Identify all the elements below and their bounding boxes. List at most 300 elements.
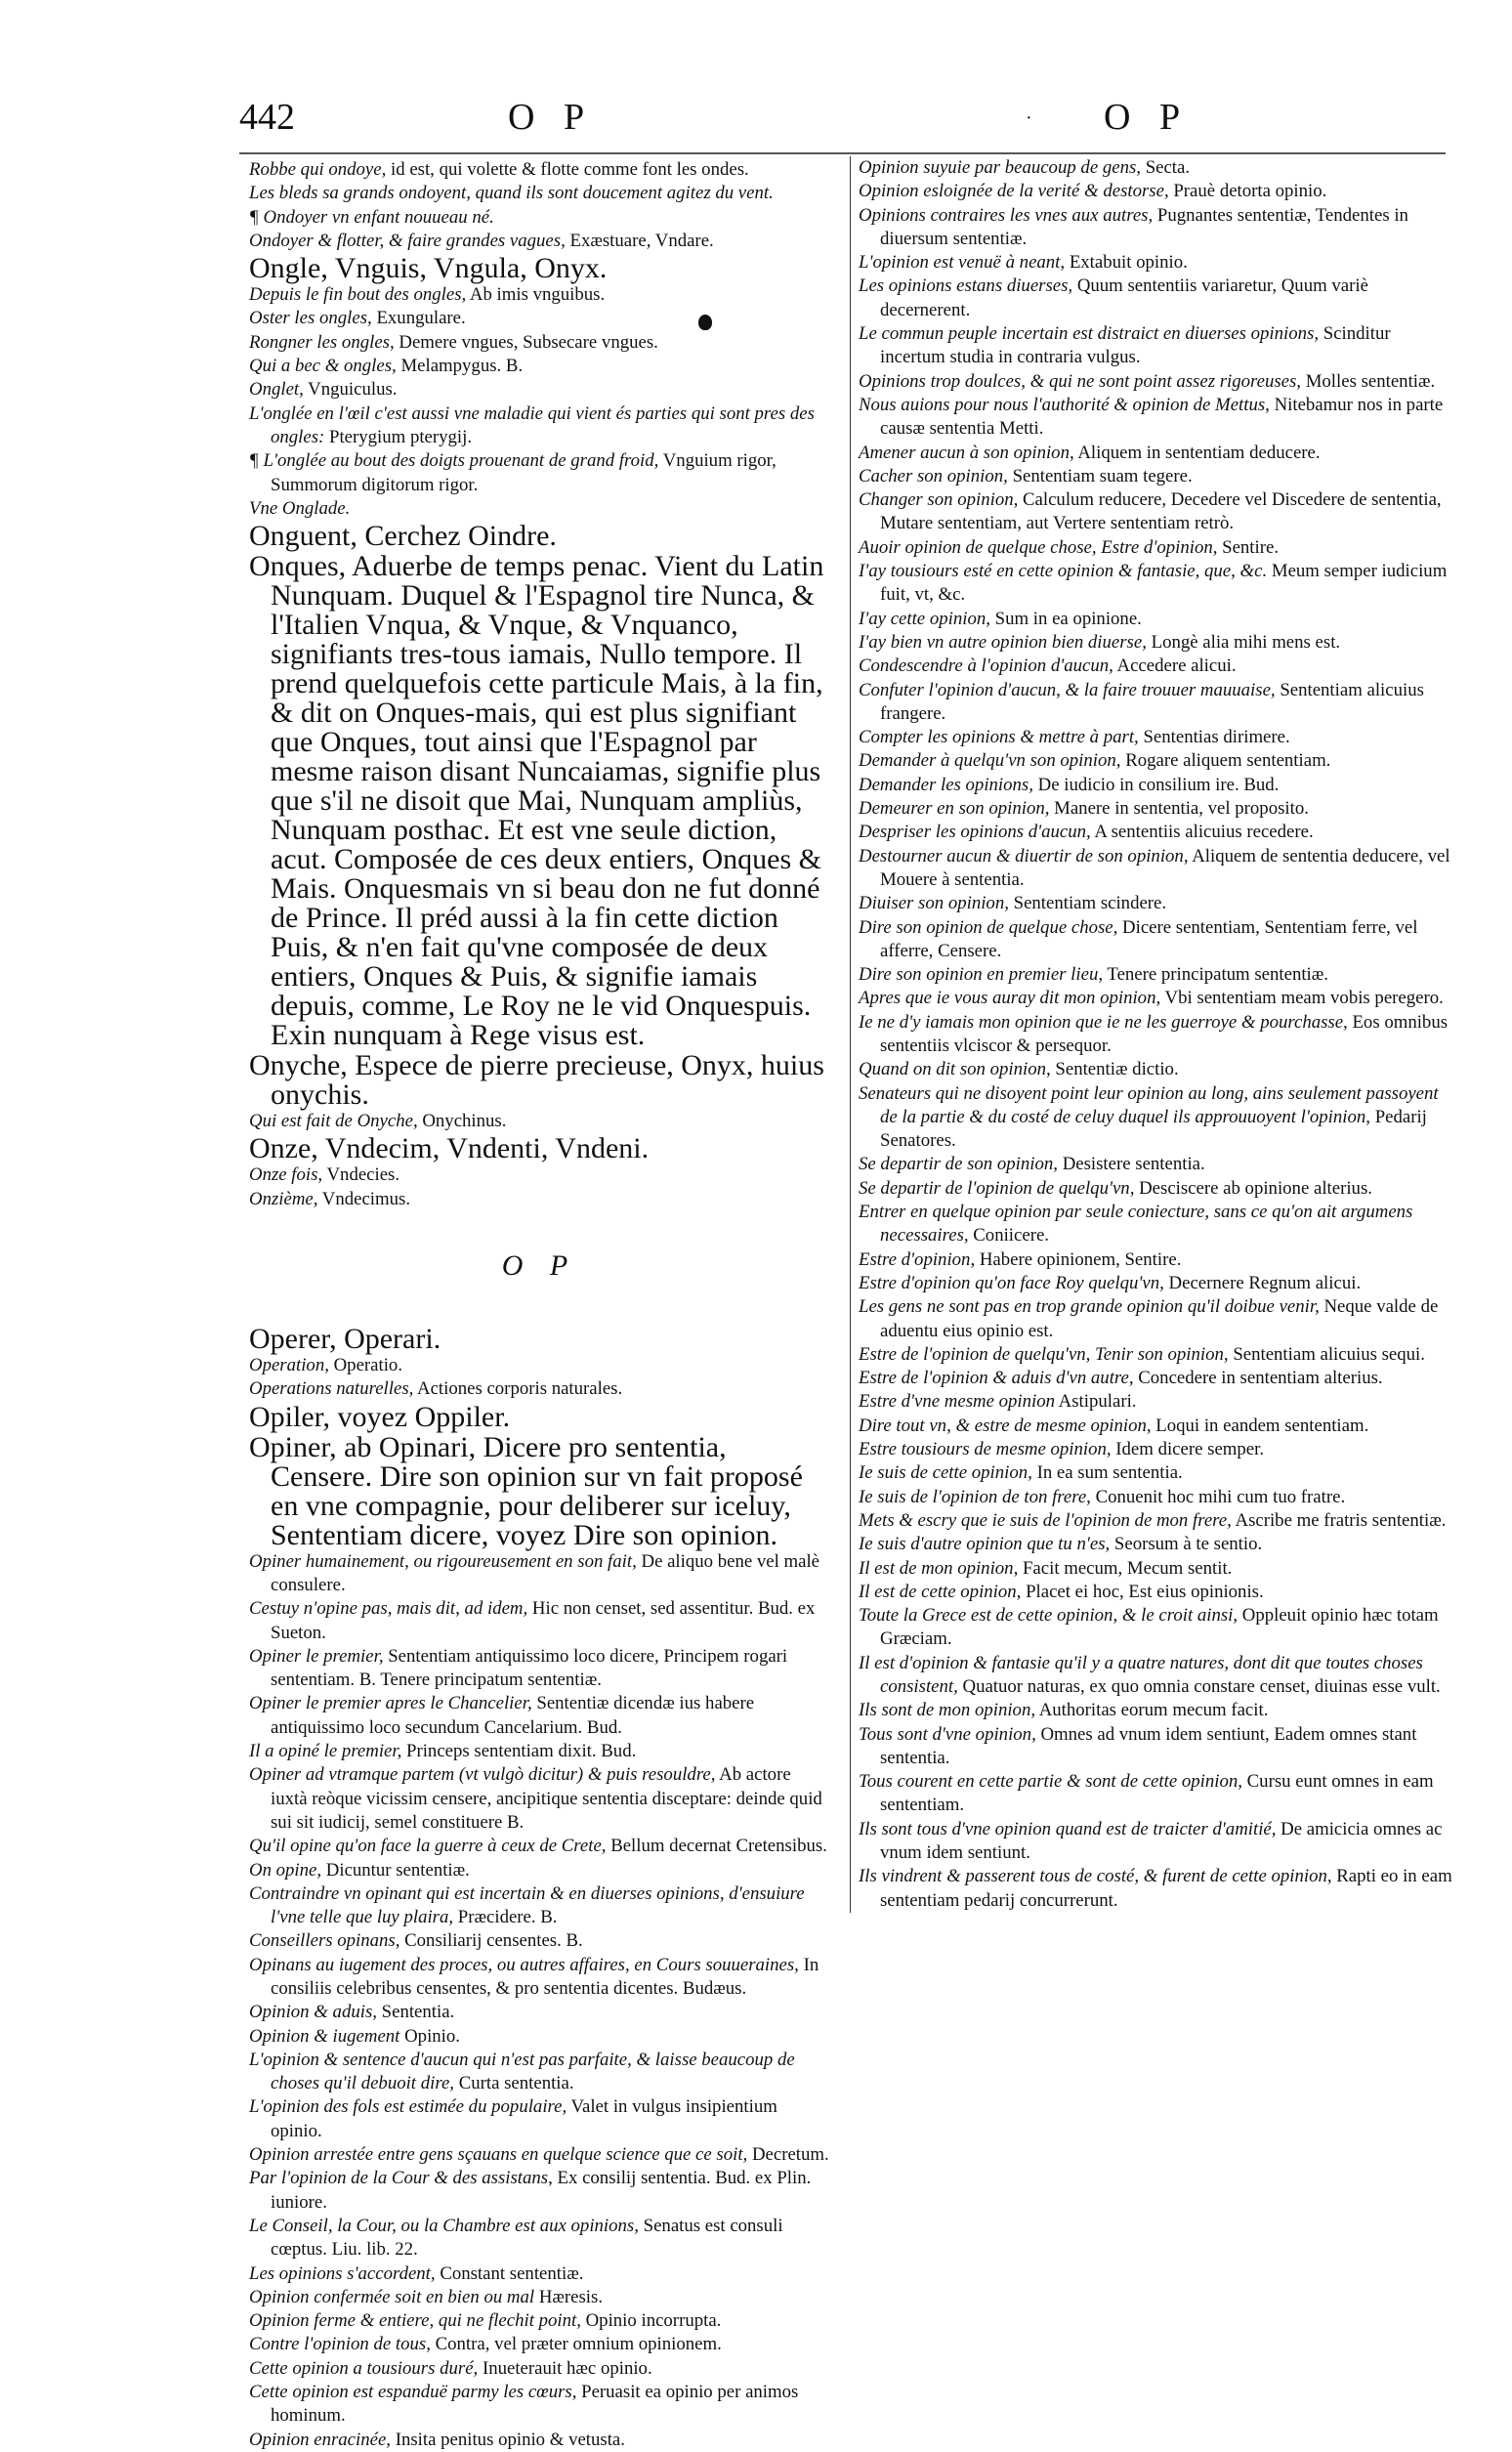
- entry-headword: Toute la Grece est de cette opinion, & le croit ainsi,: [859, 1605, 1239, 1627]
- entry-translation: Vndecimus.: [321, 1188, 411, 1209]
- dictionary-entry: [859, 156, 1459, 180]
- dictionary-entry: [859, 1533, 1459, 1556]
- entry-translation: Aliquem in sententiam deducere.: [1077, 442, 1321, 463]
- entry-translation: Espece de pierre precieuse, Onyx, huius onychis.: [271, 1049, 824, 1112]
- entry-translation: id est, qui volette & flotte comme font les ondes.: [391, 159, 749, 180]
- entry-headword: Operer,: [249, 1323, 337, 1356]
- dictionary-entry: [859, 204, 1459, 252]
- dictionary-entry: [859, 916, 1459, 964]
- dictionary-entry: [249, 355, 830, 378]
- left-column: [249, 158, 830, 2452]
- entry-headword: Mets & escry que ie suis de l'opinion de mon frere,: [859, 1509, 1232, 1531]
- entry-headword: Diuiser son opinion,: [859, 893, 1009, 914]
- entry-translation: Scinditur incertum studia in contraria vulgus.: [880, 323, 1391, 368]
- entry-translation: Extabuit opinio.: [1069, 252, 1188, 274]
- entry-translation: Sentire.: [1222, 536, 1280, 558]
- entry-headword: Ils sont tous d'vne opinion quand est de traicter d'amitié,: [859, 1818, 1277, 1839]
- dictionary-entry: [249, 1763, 830, 1835]
- entry-headword: Amener aucun à son opinion,: [859, 442, 1074, 463]
- entry-headword: Estre de l'opinion & aduis d'vn autre,: [859, 1368, 1134, 1389]
- entry-translation: Sententiam scindere.: [1013, 893, 1167, 914]
- dictionary-entry: [859, 987, 1459, 1010]
- dictionary-entry: [249, 2001, 830, 2024]
- dictionary-entry: [859, 1367, 1459, 1390]
- entry-translation: Opinio.: [404, 2025, 460, 2047]
- dictionary-entry: [859, 251, 1459, 275]
- dictionary-entry: [249, 158, 830, 182]
- entry-headword: L'opinion des fols est estimée du populaire,: [249, 2096, 567, 2118]
- dictionary-entry: [249, 522, 830, 551]
- dictionary-entry: [249, 2381, 830, 2429]
- dictionary-entry: [859, 1652, 1459, 1700]
- entry-translation: Exungulare.: [376, 308, 466, 329]
- dictionary-entry: [859, 1415, 1459, 1438]
- dictionary-entry: [859, 536, 1459, 560]
- entry-headword: Destourner aucun & diuertir de son opinion,: [859, 845, 1189, 867]
- entry-translation: Vnguiculus.: [308, 379, 398, 401]
- dictionary-entry: [249, 2049, 830, 2096]
- entry-headword: Opinion & iugement: [249, 2025, 400, 2047]
- entry-headword: Rongner les ongles,: [249, 331, 395, 353]
- entry-translation: Princeps sententiam dixit. Bud.: [406, 1741, 637, 1762]
- entry-headword: Se departir de l'opinion de quelqu'vn,: [859, 1177, 1135, 1199]
- entry-translation: Idem dicere semper.: [1115, 1439, 1265, 1460]
- entry-headword: Changer son opinion,: [859, 489, 1019, 511]
- entry-translation: Curta sententia.: [458, 2073, 574, 2094]
- entry-headword: Par l'opinion de la Cour & des assistans,: [249, 2168, 553, 2189]
- dictionary-entry: [249, 2215, 830, 2262]
- dictionary-entry: [249, 283, 830, 307]
- entry-headword: Ongle,: [249, 252, 328, 285]
- dictionary-entry: [249, 378, 830, 402]
- entry-headword: Estre d'vne mesme opinion: [859, 1391, 1055, 1413]
- dictionary-entry: [249, 402, 830, 450]
- entry-headword: Demander à quelqu'vn son opinion,: [859, 750, 1121, 772]
- entry-translation: Neque valde de aduentu eius opinio est.: [880, 1296, 1439, 1341]
- entry-headword: Il est d'opinion & fantasie qu'il y a quatre natures, dont dit que toutes choses consistent,: [859, 1652, 1423, 1697]
- dictionary-entry: [249, 1859, 830, 1882]
- entry-translation: Senatus est consuli cœptus. Liu. lib. 22.: [271, 2215, 783, 2261]
- dictionary-entry: [859, 631, 1459, 655]
- dictionary-entry: [249, 1163, 830, 1187]
- entry-headword: L'onglée en l'œil c'est aussi vne maladie qui vient és parties qui sont pres des ongles:: [249, 402, 815, 447]
- entry-headword: I'ay tousiours esté en cette opinion & fantasie, que, &c.: [859, 561, 1268, 582]
- entry-translation: Ex consilij sententia. Bud. ex Plin. iuniore.: [271, 2168, 812, 2213]
- dictionary-entry: [859, 749, 1459, 773]
- dictionary-entry: [249, 230, 830, 253]
- entry-translation: Sententiæ dictio.: [1055, 1059, 1179, 1080]
- entry-translation: De iudicio in consilium ire. Bud.: [1037, 774, 1280, 795]
- dictionary-entry: [859, 1272, 1459, 1295]
- dictionary-entry: [859, 1295, 1459, 1343]
- dictionary-entry: [859, 1058, 1459, 1081]
- entry-translation: Pterygium pterygij.: [329, 426, 473, 447]
- dictionary-entry: [249, 1134, 830, 1163]
- dictionary-entry: [859, 180, 1459, 203]
- entry-headword: Ils vindrent & passerent tous de costé, & furent de cette opinion,: [859, 1866, 1332, 1887]
- entry-headword: Cestuy n'opine pas, mais dit, ad idem,: [249, 1598, 528, 1620]
- dictionary-entry: [249, 497, 830, 521]
- entry-translation: Pedarij Senatores.: [880, 1106, 1427, 1152]
- dictionary-entry: [859, 1343, 1459, 1367]
- dictionary-entry: [859, 1604, 1459, 1652]
- entry-translation: Secta.: [1145, 157, 1191, 178]
- dictionary-entry: [249, 1929, 830, 1953]
- entry-headword: Opinions trop doulces, & qui ne sont point assez rigoreuses,: [859, 370, 1302, 392]
- entry-translation: Molles sententiæ.: [1305, 370, 1436, 392]
- entry-headword: Cette opinion est espanduë parmy les cœurs,: [249, 2382, 577, 2403]
- entry-translation: Vndecies.: [326, 1164, 400, 1186]
- dictionary-entry: [859, 892, 1459, 915]
- entry-translation: Quatuor naturas, ex quo omnia constare censet, diuinas esse vult.: [962, 1676, 1441, 1697]
- entry-translation: Desciscere ab opinione alterius.: [1139, 1177, 1372, 1199]
- entry-headword: I'ay bien vn autre opinion bien diuerse,: [859, 631, 1147, 653]
- dictionary-entry: [249, 1051, 830, 1110]
- entry-headword: Robbe qui ondoye,: [249, 159, 387, 180]
- entry-translation: Omnes ad vnum idem sentiunt, Eadem omnes stant sententia.: [880, 1723, 1417, 1768]
- entry-headword: Ondoyer & flotter, & faire grandes vagues,: [249, 230, 566, 251]
- entry-headword: Compter les opinions & mettre à part,: [859, 727, 1139, 748]
- entry-translation: Aduerbe de temps penac. Vient du Latin Nunquam. Duquel & l'Espagnol tire Nunca, & l'Italien Vnqua, & Vnque, & Vnquanco, signifiants tres-tous iamais, Nullo tempore. Il prend quelquefois cette particule Mais, à la fin, & dit on Onques-mais, qui est plus signifiant que Onques, tout ainsi que l'Espagnol par mesme raison disant Nuncaiamas, signifie plus que s'il ne disoit que Mai, Nunquam ampliùs, Nunquam posthac. Et est vne seule diction, acut. Composée de ces deux entiers, Onques & Mais. Onquesmais vn si beau don ne fut donné de Prince. Il préd aussi à la fin cette diction Puis, & n'en fait qu'vne composée de deux entiers, Onques & Puis, & signifie iamais depuis, comme, Le Roy ne le vid Onquespuis. Exin nunquam à Rege visus est.: [271, 550, 824, 1052]
- dictionary-entry: [859, 1723, 1459, 1771]
- entry-headword: Opiner,: [249, 1430, 337, 1463]
- entry-headword: Opinion esloignée de la verité & destorse,: [859, 181, 1169, 202]
- dictionary-entry: [859, 442, 1459, 465]
- dictionary-entry: [249, 1645, 830, 1693]
- entry-translation: Prauè detorta opinio.: [1173, 181, 1327, 202]
- entry-headword: Opinion suyuie par beaucoup de gens,: [859, 157, 1141, 178]
- entry-headword: Contraindre vn opinant qui est incertain & en diuerses opinions, d'ensuiure l'vne telle que luy plaira,: [249, 1882, 805, 1928]
- entry-headword: Opinion ferme & entiere, qui ne flechit point,: [249, 2310, 581, 2332]
- dictionary-entry: [859, 394, 1459, 442]
- dictionary-entry: [859, 655, 1459, 678]
- dictionary-entry: [249, 552, 830, 1050]
- dictionary-entry: [859, 797, 1459, 821]
- dictionary-entry: [859, 1461, 1459, 1485]
- entry-translation: Sententiæ dicendæ ius habere antiquissimo loco secundum Cancelarium. Bud.: [271, 1693, 755, 1738]
- dictionary-entry: [859, 845, 1459, 893]
- entry-translation: Habere opinionem, Sentire.: [979, 1248, 1182, 1270]
- dictionary-entry: [859, 1082, 1459, 1154]
- entry-translation: Quum sententiis variaretur, Quum variè decernerent.: [880, 275, 1368, 320]
- entry-headword: Ie ne d'y iamais mon opinion que ie ne les guerroye & pourchasse,: [859, 1011, 1348, 1033]
- dictionary-entry: [249, 1377, 830, 1401]
- entry-headword: Demander les opinions,: [859, 774, 1033, 795]
- entry-headword: Cette opinion a tousiours duré,: [249, 2357, 479, 2379]
- entry-translation: Præcidere. B.: [457, 1907, 558, 1928]
- dictionary-entry: [249, 2167, 830, 2215]
- dictionary-entry: [249, 254, 830, 283]
- entry-translation: Dicere sententiam, Sententiam ferre, vel afferre, Censere.: [880, 916, 1418, 961]
- entry-translation: Operari.: [344, 1323, 441, 1356]
- dictionary-entry: [249, 1835, 830, 1858]
- entry-translation: Valet in vulgus insipientium opinio.: [271, 2096, 777, 2141]
- entry-translation: Hæresis.: [538, 2286, 604, 2307]
- entry-headword: Les bleds sa grands ondoyent, quand ils sont doucement agitez du vent.: [249, 183, 774, 204]
- entry-translation: Sententias dirimere.: [1143, 727, 1290, 748]
- entry-headword: Confuter l'opinion d'aucun, & la faire trouuer mauuaise,: [859, 679, 1276, 700]
- dictionary-entry: [249, 2262, 830, 2286]
- entry-translation: Inueterauit hæc opinio.: [482, 2357, 652, 2379]
- entry-translation: Demere vngues, Subsecare vngues.: [399, 331, 658, 353]
- entry-translation: voyez Oppiler.: [337, 1400, 511, 1433]
- dictionary-entry: [249, 307, 830, 330]
- dictionary-entry: [859, 1177, 1459, 1201]
- dictionary-entry: [859, 679, 1459, 727]
- dictionary-entry: [249, 206, 830, 230]
- entry-translation: Eos omnibus sententiis vlciscor & persequor.: [880, 1011, 1449, 1056]
- entry-translation: Meum semper iudicium fuit, vt, &c.: [880, 561, 1448, 606]
- entry-translation: Ab actore iuxtà reòque vicissim censere, ancipitique sententia disceptare: deinde quid sui sit iudicij, semel constituere B.: [271, 1764, 822, 1833]
- entry-headword: L'opinion & sentence d'aucun qui n'est pas parfaite, & laisse beaucoup de choses qu'il debuoit dire,: [249, 2049, 795, 2094]
- entry-headword: ¶ L'onglée au bout des doigts prouenant de grand froid,: [249, 450, 659, 472]
- entry-headword: Opinion confermée soit en bien ou mal: [249, 2286, 535, 2307]
- dictionary-entry: [859, 963, 1459, 987]
- entry-translation: Longè alia mihi mens est.: [1151, 631, 1341, 653]
- entry-translation: Peruasit ea opinio per animos hominum.: [271, 2382, 799, 2427]
- dictionary-entry: [859, 465, 1459, 488]
- entry-translation: Seorsum à te sentio.: [1113, 1534, 1263, 1555]
- entry-headword: Operations naturelles,: [249, 1378, 414, 1400]
- dictionary-entry: [249, 1550, 830, 1598]
- entry-translation: Hic non censet, sed assentitur. Bud. ex Sueton.: [271, 1598, 816, 1643]
- entry-translation: Manere in sententia, vel proposito.: [1054, 798, 1309, 820]
- dictionary-entry: [859, 1153, 1459, 1176]
- dictionary-entry: [859, 488, 1459, 536]
- entry-headword: Opiner humainement, ou rigoureusement en son fait,: [249, 1550, 637, 1572]
- entry-headword: Les opinions s'accordent,: [249, 2262, 436, 2284]
- dictionary-entry: [249, 331, 830, 355]
- entry-headword: Ie suis de l'opinion de ton frere,: [859, 1486, 1091, 1507]
- entry-headword: Onze fois,: [249, 1164, 323, 1186]
- entry-headword: Il est de cette opinion,: [859, 1581, 1022, 1602]
- dictionary-entry: [859, 1699, 1459, 1722]
- entry-headword: Les opinions estans diuerses,: [859, 275, 1073, 297]
- entry-translation: Tenere principatum sententiæ.: [1107, 964, 1329, 986]
- entry-translation: Coniicere.: [973, 1225, 1049, 1247]
- entry-headword: Conseillers opinans,: [249, 1930, 400, 1952]
- entry-translation: De aliquo bene vel malè consulere.: [271, 1550, 820, 1595]
- entry-headword: Onglet,: [249, 379, 304, 401]
- dictionary-entry: [859, 1770, 1459, 1818]
- dictionary-entry: [859, 370, 1459, 394]
- entry-headword: Depuis le fin bout des ongles,: [249, 284, 467, 306]
- entry-headword: Opinans au iugement des proces, ou autres affaires, en Cours souueraines,: [249, 1954, 799, 1975]
- entry-translation: Sententiam suam tegere.: [1012, 465, 1193, 486]
- entry-translation: Nitebamur nos in parte causæ sententia Metti.: [880, 394, 1444, 440]
- entry-headword: Auoir opinion de quelque chose, Estre d'opinion,: [859, 536, 1218, 558]
- entry-translation: Authoritas eorum mecum facit.: [1038, 1700, 1269, 1721]
- entry-translation: Concedere in sententiam alterius.: [1138, 1368, 1383, 1389]
- dictionary-entry: [249, 2429, 830, 2452]
- dictionary-entry: [249, 1597, 830, 1645]
- entry-headword: Onzième,: [249, 1188, 318, 1209]
- entry-translation: Sententia.: [381, 2002, 455, 2023]
- entry-headword: Estre de l'opinion de quelqu'vn, Tenir son opinion,: [859, 1343, 1229, 1365]
- dictionary-entry: [249, 2143, 830, 2167]
- entry-translation: Melampygus. B.: [400, 356, 524, 377]
- entry-headword: Opiner le premier,: [249, 1645, 384, 1667]
- entry-translation: Actiones corporis naturales.: [417, 1378, 623, 1400]
- entry-headword: Qui est fait de Onyche,: [249, 1111, 418, 1132]
- entry-translation: Sum in ea opinione.: [994, 608, 1142, 629]
- entry-headword: Opinion arrestée entre gens sçauans en quelque science que ce soit,: [249, 2144, 748, 2166]
- entry-headword: Opiler,: [249, 1400, 330, 1433]
- page-number: 442: [239, 97, 295, 138]
- entry-translation: Ascribe me fratris sententiæ.: [1235, 1509, 1447, 1531]
- dictionary-entry: [249, 1325, 830, 1354]
- entry-headword: Opinion & aduis,: [249, 2002, 377, 2023]
- entry-headword: I'ay cette opinion,: [859, 608, 990, 629]
- entry-headword: Le Conseil, la Cour, ou la Chambre est aux opinions,: [249, 2215, 639, 2236]
- dictionary-entry: [859, 1818, 1459, 1866]
- entry-headword: O P: [501, 1249, 578, 1283]
- section-heading: [249, 1237, 830, 1295]
- entry-translation: A sententiis alicuius recedere.: [1094, 822, 1314, 843]
- dictionary-entry: [249, 2025, 830, 2049]
- dictionary-entry: [249, 1882, 830, 1930]
- dictionary-entry: [249, 2333, 830, 2356]
- entry-translation: Facit mecum, Mecum sentit.: [1022, 1557, 1233, 1579]
- dictionary-entry: [859, 1011, 1459, 1059]
- entry-translation: Opinio incorrupta.: [585, 2310, 722, 2332]
- entry-headword: Estre d'opinion qu'on face Roy quelqu'vn,: [859, 1272, 1164, 1293]
- right-column: [850, 156, 1459, 1913]
- dictionary-entry: [249, 2286, 830, 2309]
- entry-translation: Placet ei hoc, Est eius opinionis.: [1026, 1581, 1264, 1602]
- dictionary-entry: [249, 1188, 830, 1211]
- entry-translation: Insita penitus opinio & vetusta.: [395, 2429, 625, 2450]
- entry-headword: Onze,: [249, 1132, 318, 1165]
- entry-translation: De amicicia omnes ac vnum idem sentiunt.: [880, 1818, 1443, 1864]
- entry-headword: Oster les ongles,: [249, 308, 372, 329]
- entry-headword: Les gens ne sont pas en trop grande opinion qu'il doibue venir,: [859, 1296, 1320, 1318]
- entry-headword: Ie suis de cette opinion,: [859, 1462, 1032, 1484]
- entry-headword: Opinion enracinée,: [249, 2429, 391, 2450]
- entry-translation: Conuenit hoc mihi cum tuo fratre.: [1095, 1486, 1346, 1507]
- dictionary-entry: [249, 1740, 830, 1763]
- entry-headword: Nous auions pour nous l'authorité & opinion de Mettus,: [859, 394, 1270, 415]
- entry-headword: Il a opiné le premier,: [249, 1741, 402, 1762]
- entry-headword: Ie suis d'autre opinion que tu n'es,: [859, 1534, 1111, 1555]
- entry-headword: Le commun peuple incertain est distraict en diuerses opinions,: [859, 323, 1320, 345]
- entry-translation: Consiliarij censentes. B.: [404, 1930, 583, 1952]
- dictionary-entry: [859, 322, 1459, 370]
- entry-headword: Condescendre à l'opinion d'aucun,: [859, 655, 1113, 677]
- dictionary-entry: [859, 1509, 1459, 1533]
- dictionary-entry: [859, 1390, 1459, 1414]
- dictionary-entry: [859, 1201, 1459, 1248]
- entry-translation: Dicuntur sententiæ.: [325, 1859, 470, 1881]
- entry-translation: Bellum decernat Cretensibus.: [610, 1836, 827, 1857]
- entry-translation: Ab imis vnguibus.: [469, 284, 606, 306]
- dictionary-entry: [249, 1110, 830, 1133]
- entry-headword: Dire tout vn, & estre de mesme opinion,: [859, 1415, 1152, 1436]
- entry-headword: Ils sont de mon opinion,: [859, 1700, 1036, 1721]
- dictionary-entry: [249, 2309, 830, 2333]
- entry-translation: Sententiam antiquissimo loco dicere, Principem rogari sententiam. B. Tenere principatum sententiæ.: [271, 1645, 788, 1691]
- entry-headword: ¶ Ondoyer vn enfant nouueau né.: [249, 206, 494, 228]
- dictionary-entry: [859, 774, 1459, 797]
- entry-headword: Opinions contraires les vnes aux autres,: [859, 204, 1154, 226]
- dictionary-entry: [249, 1354, 830, 1377]
- dictionary-entry: [249, 2095, 830, 2143]
- left-section-heading: O P: [508, 97, 595, 138]
- dictionary-entry: [249, 1400, 830, 1433]
- entry-headword: L'opinion est venuë à neant,: [859, 252, 1066, 274]
- right-section-heading: O P: [1104, 97, 1191, 138]
- dictionary-entry: [859, 1486, 1459, 1509]
- entry-translation: Onychinus.: [422, 1111, 507, 1132]
- dictionary-entry: [859, 1438, 1459, 1461]
- entry-headword: Demeurer en son opinion,: [859, 798, 1050, 820]
- dictionary-entry: [249, 2357, 830, 2381]
- dictionary-entry: [859, 1248, 1459, 1272]
- entry-translation: Cerchez Oindre.: [364, 520, 557, 553]
- entry-translation: Astipulari.: [1058, 1391, 1137, 1413]
- entry-translation: Pugnantes sententiæ, Tendentes in diuersum sententiæ.: [880, 204, 1408, 249]
- entry-translation: Exæstuare, Vndare.: [569, 230, 714, 251]
- entry-headword: Estre d'opinion,: [859, 1248, 976, 1270]
- entry-headword: Contre l'opinion de tous,: [249, 2334, 431, 2355]
- entry-translation: Operatio.: [333, 1355, 403, 1376]
- entry-headword: Senateurs qui ne disoyent point leur opinion au long, ains seulement passoyent de la partie & du costé de celuy duquel ils approuuoyent l'opinion,: [859, 1082, 1439, 1127]
- entry-translation: Contra, vel præter omnium opinionem.: [435, 2334, 722, 2355]
- dictionary-entry: [249, 1430, 830, 1551]
- entry-translation: ab Opinari, Dicere pro sententia, Censere. Dire son opinion sur vn fait proposé en vne compagnie, pour deliberer sur iceluy, Sententiam dicere, voyez Dire son opinion.: [271, 1430, 803, 1551]
- entry-headword: Vne Onglade.: [249, 497, 351, 519]
- header-dot: ·: [1026, 107, 1032, 129]
- entry-headword: Estre tousiours de mesme opinion,: [859, 1439, 1112, 1460]
- entry-translation: Decernere Regnum alicui.: [1168, 1272, 1362, 1293]
- entry-headword: Entrer en quelque opinion par seule coniecture, sans ce qu'on ait argumens necessaires,: [859, 1202, 1413, 1247]
- entry-translation: Decretum.: [751, 2144, 829, 2166]
- entry-translation: Loqui in eandem sententiam.: [1155, 1415, 1369, 1436]
- entry-headword: Qu'il opine qu'on face la guerre à ceux de Crete,: [249, 1836, 607, 1857]
- dictionary-entry: [249, 449, 830, 497]
- dictionary-entry: [859, 821, 1459, 844]
- entry-headword: Onques,: [249, 550, 347, 583]
- entry-translation: Vnguis, Vngula, Onyx.: [334, 252, 608, 285]
- entry-headword: Operation,: [249, 1355, 329, 1376]
- dictionary-entry: [859, 1581, 1459, 1604]
- entry-translation: Sententiam alicuius frangere.: [880, 679, 1424, 724]
- entry-translation: Desistere sententia.: [1062, 1154, 1205, 1175]
- entry-headword: Opiner le premier apres le Chancelier,: [249, 1693, 532, 1714]
- dictionary-entry: [249, 182, 830, 205]
- header-rule: [239, 152, 1446, 154]
- entry-headword: Se departir de son opinion,: [859, 1154, 1058, 1175]
- entry-translation: Constant sententiæ.: [440, 2262, 584, 2284]
- dictionary-entry: [859, 560, 1459, 608]
- entry-headword: Il est de mon opinion,: [859, 1557, 1019, 1579]
- entry-headword: On opine,: [249, 1859, 322, 1881]
- entry-headword: Qui a bec & ongles,: [249, 356, 397, 377]
- entry-headword: Despriser les opinions d'aucun,: [859, 822, 1091, 843]
- entry-headword: Opiner ad vtramque partem (vt vulgò dicitur) & puis resouldre,: [249, 1764, 716, 1786]
- entry-headword: Quand on dit son opinion,: [859, 1059, 1051, 1080]
- dictionary-entry: [859, 1865, 1459, 1913]
- entry-translation: Vndecim, Vndenti, Vndeni.: [324, 1132, 650, 1165]
- dictionary-entry: [859, 275, 1459, 322]
- entry-translation: Rogare aliquem sententiam.: [1125, 750, 1331, 772]
- entry-headword: Onguent,: [249, 520, 357, 553]
- dictionary-entry: [859, 608, 1459, 631]
- dictionary-entry: [859, 1557, 1459, 1581]
- entry-headword: Tous courent en cette partie & sont de cette opinion,: [859, 1771, 1242, 1793]
- entry-headword: Dire son opinion de quelque chose,: [859, 916, 1118, 938]
- entry-translation: Calculum reducere, Decedere vel Discedere de sententia, Mutare sententiam, aut Vertere sententiam retrò.: [880, 489, 1442, 534]
